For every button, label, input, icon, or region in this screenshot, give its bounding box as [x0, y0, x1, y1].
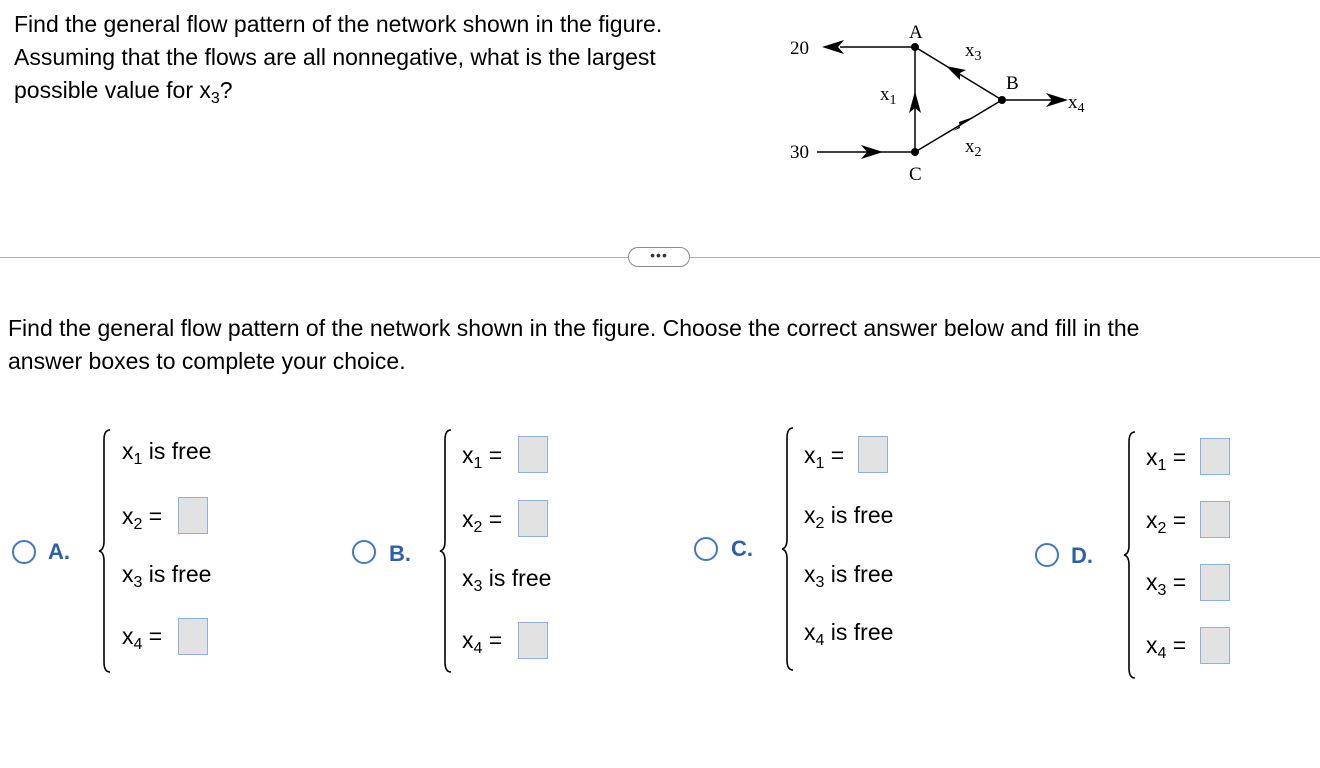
- expand-more-button[interactable]: •••: [628, 247, 690, 267]
- option-d-x1-input[interactable]: [1200, 438, 1230, 475]
- edge-x3: [915, 47, 1002, 100]
- option-d-x4: $x_4$ =: [1146, 632, 1187, 662]
- option-d-x2: $x_2$ =: [1146, 507, 1187, 537]
- x1-label: $x_1$: [880, 84, 897, 108]
- node-c-label: C: [909, 164, 922, 185]
- option-a-letter[interactable]: A.: [48, 539, 70, 564]
- option-b-x4-input[interactable]: [518, 622, 548, 659]
- node-a-dot: [911, 43, 919, 51]
- node-c-dot: [911, 148, 919, 156]
- option-a-x3: $x_3$ is free: [122, 561, 212, 591]
- option-c-x4: $x_4$ is free: [804, 619, 894, 649]
- x4-label: $x_4$: [1068, 92, 1085, 116]
- edge-c-in-30: [817, 145, 915, 159]
- option-b-x2: $x_2$ =: [462, 506, 503, 536]
- option-a-x4: $x_4$ =: [122, 623, 163, 653]
- option-d-x2-input[interactable]: [1200, 501, 1230, 538]
- option-a-x1: $x_1$ is free: [122, 438, 212, 468]
- option-d-radio[interactable]: [1035, 543, 1059, 567]
- option-c-letter[interactable]: C.: [731, 536, 753, 561]
- edge-x1: [909, 47, 921, 152]
- option-b-x1-input[interactable]: [518, 436, 548, 473]
- x2-label: $x_2$: [965, 136, 982, 160]
- option-a-x2-input[interactable]: [178, 497, 208, 534]
- option-a-brace: [96, 428, 114, 674]
- edge-x4: [1002, 93, 1068, 107]
- option-a-x2: $x_2$ =: [122, 503, 163, 533]
- question-line-3: possible value for $x_3$?: [14, 77, 233, 107]
- option-d-x3-input[interactable]: [1200, 564, 1230, 601]
- instruction-text: [8, 312, 1308, 378]
- edge-a-out-20: [822, 40, 915, 54]
- x3-label: $x_3$: [965, 40, 982, 64]
- option-b-x1: $x_1$ =: [462, 442, 503, 472]
- edge-x2: [915, 100, 1002, 152]
- option-c-x2: $x_2$ is free: [804, 502, 894, 532]
- instruction-line-1: Find the general flow pattern of the network shown in the figure. Choose the correct answer below and fill in the: [8, 315, 1140, 341]
- node-a-label: A: [909, 22, 923, 43]
- option-b-radio[interactable]: [352, 540, 376, 564]
- option-b-x4: $x_4$ =: [462, 627, 503, 657]
- option-a-x4-input[interactable]: [178, 618, 208, 655]
- node-b-label: B: [1006, 73, 1019, 94]
- option-c-x3: $x_3$ is free: [804, 561, 894, 591]
- network-diagram: [770, 14, 1110, 194]
- flow-20-label: 20: [790, 38, 809, 59]
- option-c-brace: [779, 426, 797, 672]
- option-d-x1: $x_1$ =: [1146, 444, 1187, 474]
- option-c-radio[interactable]: [694, 537, 718, 561]
- question-line-1: Find the general flow pattern of the network shown in the figure.: [14, 11, 663, 37]
- option-c-x1: $x_1$ =: [804, 442, 845, 472]
- flow-30-label: 30: [790, 142, 809, 163]
- option-a-radio[interactable]: [12, 540, 36, 564]
- option-d-x3: $x_3$ =: [1146, 569, 1187, 599]
- instruction-line-2: answer boxes to complete your choice.: [8, 348, 406, 374]
- option-d-letter[interactable]: D.: [1071, 543, 1093, 568]
- option-b-letter[interactable]: B.: [389, 541, 411, 566]
- question-text: [14, 8, 774, 107]
- question-line-2: Assuming that the flows are all nonnegative, what is the largest: [14, 44, 656, 70]
- option-c-x1-input[interactable]: [858, 436, 888, 473]
- option-d-brace: [1121, 430, 1139, 680]
- option-b-x2-input[interactable]: [518, 500, 548, 537]
- option-d-x4-input[interactable]: [1200, 627, 1230, 664]
- option-b-x3: $x_3$ is free: [462, 565, 552, 595]
- node-b-dot: [998, 96, 1006, 104]
- option-b-brace: [437, 428, 455, 674]
